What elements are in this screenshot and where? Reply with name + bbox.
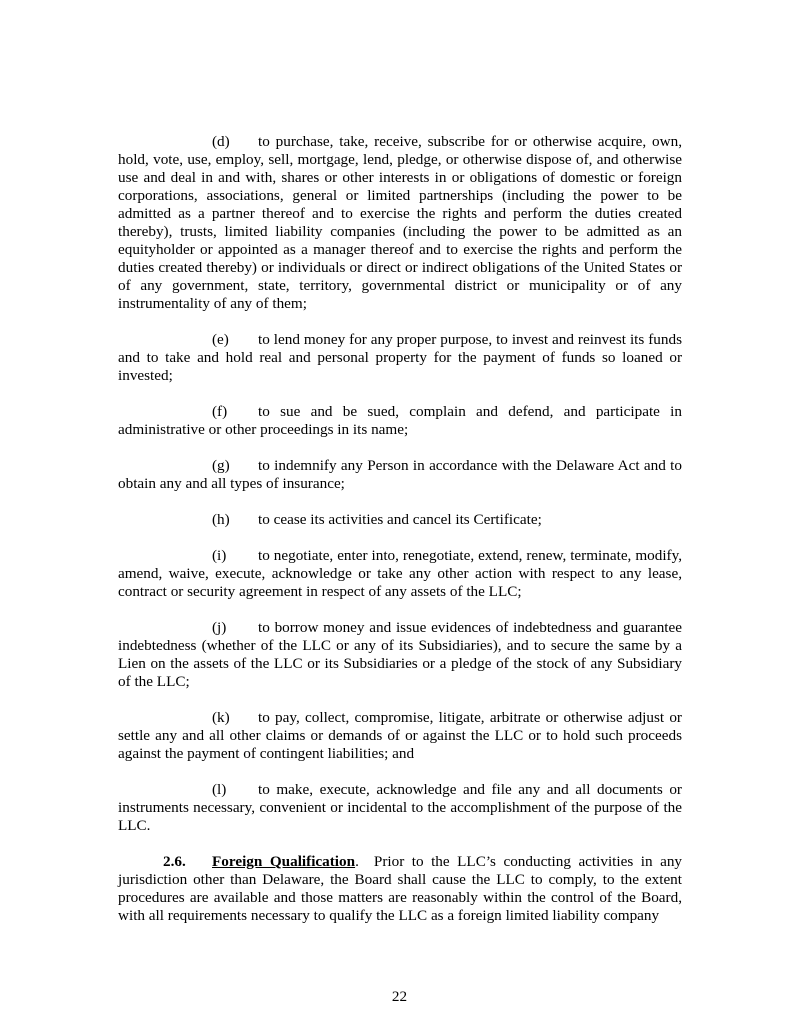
clause-l	[118, 781, 682, 835]
clause-text: to sue and be sued, complain and defend, and participate in administrative or other proceedings in its name;	[118, 403, 682, 438]
clause-d	[118, 133, 682, 313]
document-body	[118, 133, 682, 925]
clause-h	[118, 511, 682, 529]
page-number: 22	[391, 988, 408, 1005]
clause-k	[118, 709, 682, 763]
clause-text: to make, execute, acknowledge and file any and all documents or instruments necessary, convenient or incidental to the accomplishment of the purpose of the LLC.	[118, 781, 682, 834]
section-2-6	[118, 853, 682, 925]
section-heading-period: .	[355, 853, 359, 870]
clause-text: to borrow money and issue evidences of indebtedness and guarantee indebtedness (whether of the LLC or any of its Subsidiaries), and to secure the same by a Lien on the assets of the LLC or its Subsidiaries or a pledge of the stock of any Subsidiary of the LLC;	[118, 619, 682, 690]
clause-i	[118, 547, 682, 601]
clause-marker: (d)	[212, 133, 230, 150]
clause-text: to pay, collect, compromise, litigate, arbitrate or otherwise adjust or settle any and all other claims or demands of or against the LLC or to hold such proceeds against the payment of contingent liabilities; and	[118, 709, 682, 762]
section-number: 2.6.	[163, 853, 186, 870]
clause-marker: (e)	[212, 331, 229, 348]
clause-marker: (k)	[212, 709, 230, 726]
clause-marker: (l)	[212, 781, 227, 798]
clause-text: to negotiate, enter into, renegotiate, extend, renew, terminate, modify, amend, waive, execute, acknowledge or take any other action with respect to any lease, contract or security agreement in respect of any assets of the LLC;	[118, 547, 682, 600]
clause-text: to lend money for any proper purpose, to invest and reinvest its funds and to take and hold real and personal property for the payment of funds so loaned or invested;	[118, 331, 682, 384]
clause-marker: (g)	[212, 457, 230, 474]
clause-text: to cease its activities and cancel its Certificate;	[258, 511, 542, 528]
clause-e	[118, 331, 682, 385]
section-text: Prior to the LLC’s conducting activities in any jurisdiction other than Delaware, the Board shall cause the LLC to comply, to the extent procedures are available and those matters are reasonably within the control of the Board, with all requirements necessary to qualify the LLC as a foreign limited liability company	[118, 853, 683, 924]
clause-marker: (h)	[212, 511, 230, 528]
clause-marker: (f)	[212, 403, 228, 420]
clause-j	[118, 619, 682, 691]
clause-f	[118, 403, 682, 439]
clause-marker: (i)	[212, 547, 227, 564]
clause-text: to indemnify any Person in accordance with the Delaware Act and to obtain any and all types of insurance;	[118, 457, 682, 492]
clause-g	[118, 457, 682, 493]
section-heading: Foreign Qualification	[212, 853, 356, 870]
clause-marker: (j)	[212, 619, 227, 636]
clause-text: to purchase, take, receive, subscribe for or otherwise acquire, own, hold, vote, use, employ, sell, mortgage, lend, pledge, or otherwise dispose of, and otherwise use and deal in and with, shares or other interests in or obligations of domestic or foreign corporations, associations, general or limited partnerships (including the power to be admitted as a partner thereof and to exercise the rights and perform the duties created thereby), trusts, limited liability companies (including the power to be admitted as an equityholder or appointed as a manager thereof and to exercise the rights and perform the duties created thereby) or individuals or direct or indirect obligations of the United States or of any government, state, territory, governmental district or municipality or of any instrumentality of any of them;	[118, 133, 682, 312]
